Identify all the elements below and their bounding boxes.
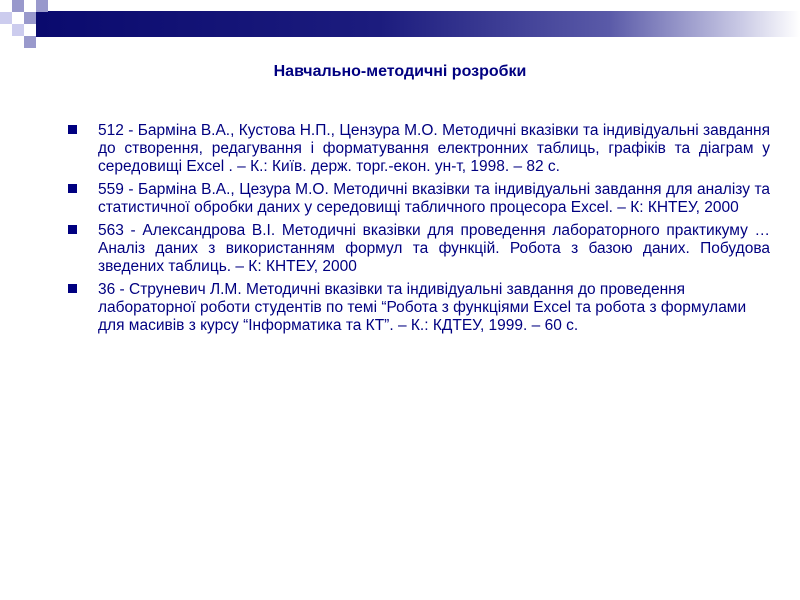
list-item [68, 222, 770, 276]
square-bullet-icon [68, 284, 77, 293]
list-item-text: 563 - Александрова В.І. Методичні вказівки для проведення лабораторного практикуму … Аналіз даних з використанням формул та функцій. Робота з базою даних. Побудова зведених таблиць. – К: КНТЕУ, 2000 [98, 222, 770, 275]
decorative-square [24, 12, 36, 24]
square-bullet-icon [68, 184, 77, 193]
publication-list [68, 122, 770, 340]
square-bullet-icon [68, 125, 77, 134]
list-item [68, 181, 770, 217]
decorative-square [12, 24, 24, 36]
decorative-square [12, 0, 24, 12]
slide-title: Навчально-методичні розробки [273, 63, 527, 80]
list-item-text: 559 - Барміна В.А., Цезура М.О. Методичні вказівки та індивідуальні завдання для аналізу та статистичної обробки даних у середовищі табличного процесора Excel. – К: КНТЕУ, 2000 [98, 181, 770, 216]
list-item-text: 512 - Барміна В.А., Кустова Н.П., Цензура М.О. Методичні вказівки та індивідуальні завдання до створення, редагування і форматування електронних таблиць, графіків та діаграм у середовищі Excel . – К.: Київ. держ. торг.-екон. ун-т, 1998. – 82 с. [98, 122, 770, 175]
decorative-square [36, 0, 48, 12]
list-item-text: 36 - Струневич Л.М. Методичні вказівки та індивідуальні завдання до проведення лабораторної роботи студентів по темі “Робота з функціями Excel та робота з формулами для масивів з курсу “Інформатика та КТ”. – К.: КДТЕУ, 1999. – 60 с. [98, 281, 747, 334]
square-bullet-icon [68, 225, 77, 234]
list-item [68, 122, 770, 176]
header-gradient-bar [36, 11, 800, 37]
decorative-square [24, 36, 36, 48]
list-item [68, 281, 770, 335]
decorative-square [0, 12, 12, 24]
